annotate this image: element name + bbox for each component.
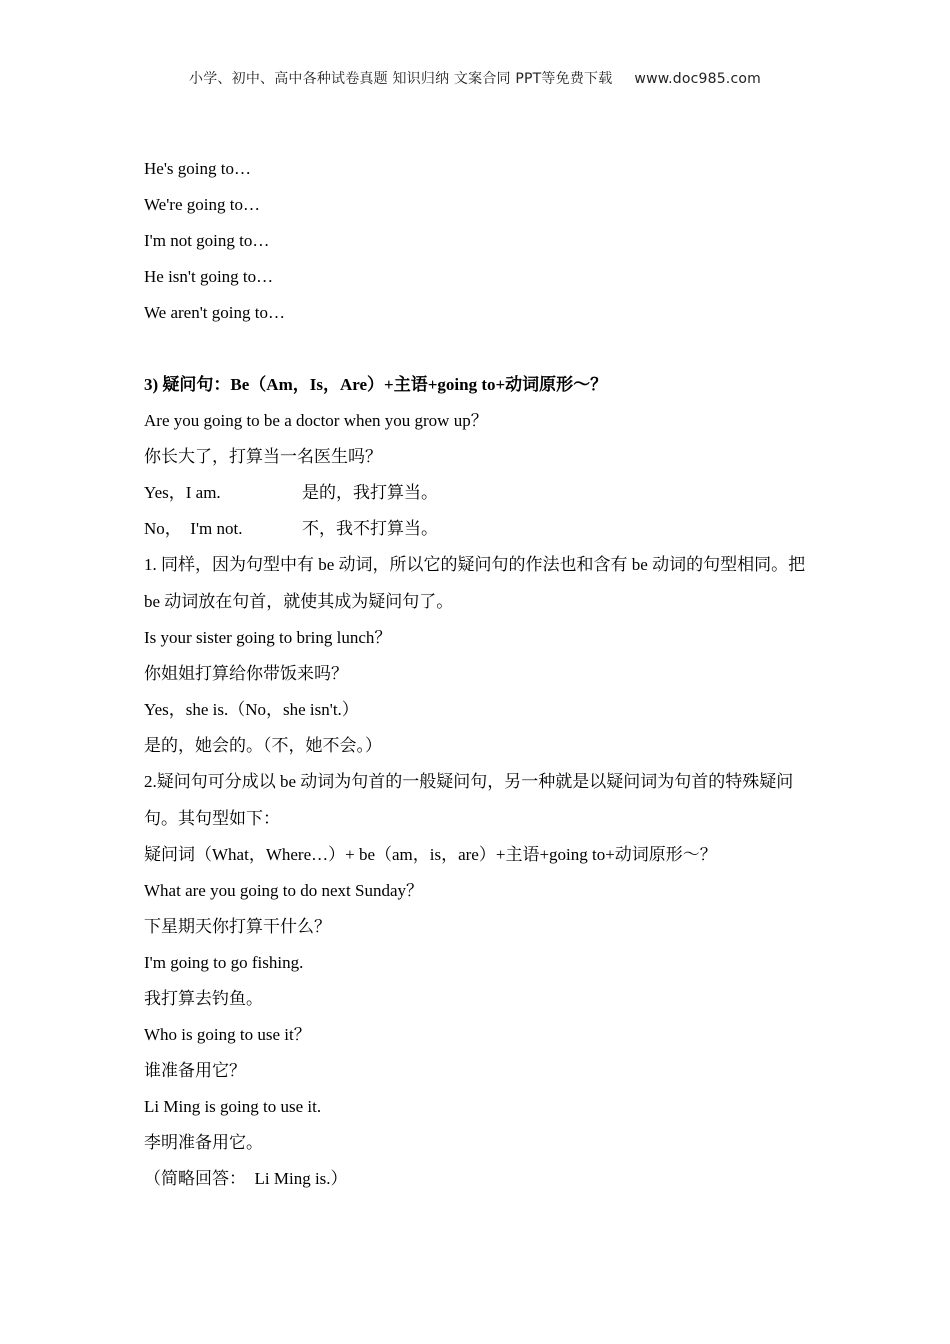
answer-cn: 不，我不打算当。 (302, 519, 438, 538)
question-cn: 你姐姐打算给你带饭来吗？ (144, 664, 348, 683)
example-line: He isn't going to… (144, 267, 274, 286)
example-line: We aren't going to… (144, 303, 285, 322)
question-cn: 谁准备用它？ (144, 1061, 246, 1080)
page-header (0, 68, 950, 88)
header-text: 小学、初中、高中各种试卷真题 知识归纳 文案合同 PPT等免费下载 (189, 71, 613, 87)
note-paragraph: 2.疑问句可分成以 be 动词为句首的一般疑问句，另一种就是以疑问词为句首的特殊疑问句。其句型如下： (144, 772, 794, 828)
answer-en: Li Ming is going to use it. (144, 1097, 322, 1116)
question-en: Is your sister going to bring lunch？ (144, 628, 392, 647)
question-en: What are you going to do next Sunday？ (144, 881, 424, 900)
note-paragraph: 1. 同样，因为句型中有 be 动词，所以它的疑问句的作法也和含有 be 动词的句型相同。把 be 动词放在句首，就使其成为疑问句了。 (144, 555, 806, 611)
example-line: We're going to… (144, 195, 260, 214)
answer-row (144, 475, 810, 511)
header-site-link[interactable]: www.doc985.com (634, 71, 761, 87)
answer-row (144, 511, 810, 547)
question-en: Who is going to use it？ (144, 1025, 311, 1044)
answer-cn: 是的，她会的。（不，她不会。） (144, 736, 382, 755)
answer-en: No， I'm not. (144, 519, 243, 538)
example-line: He's going to… (144, 159, 251, 178)
example-line: I'm not going to… (144, 231, 270, 250)
section-heading: 3) 疑问句：Be（Am，Is，Are）+主语+going to+动词原形～？ (144, 375, 608, 394)
answer-en: I'm going to go fishing. (144, 953, 304, 972)
question-cn: 你长大了，打算当一名医生吗？ (144, 447, 382, 466)
answer-en: Yes，she is.（No，she isn't.） (144, 700, 359, 719)
question-en: Are you going to be a doctor when you grow up？ (144, 411, 488, 430)
sentence-pattern: 疑问词（What，Where…）+ be（am，is，are）+主语+going to+动词原形～？ (144, 845, 717, 864)
document-body (144, 151, 810, 1197)
answer-cn: 是的，我打算当。 (302, 483, 438, 502)
answer-cn: 李明准备用它。 (144, 1133, 263, 1152)
question-cn: 下星期天你打算干什么？ (144, 917, 331, 936)
short-answer: （简略回答： Li Ming is.） (144, 1169, 348, 1188)
spacer (144, 331, 810, 367)
answer-cn: 我打算去钓鱼。 (144, 989, 263, 1008)
answer-en: Yes，I am. (144, 483, 221, 502)
